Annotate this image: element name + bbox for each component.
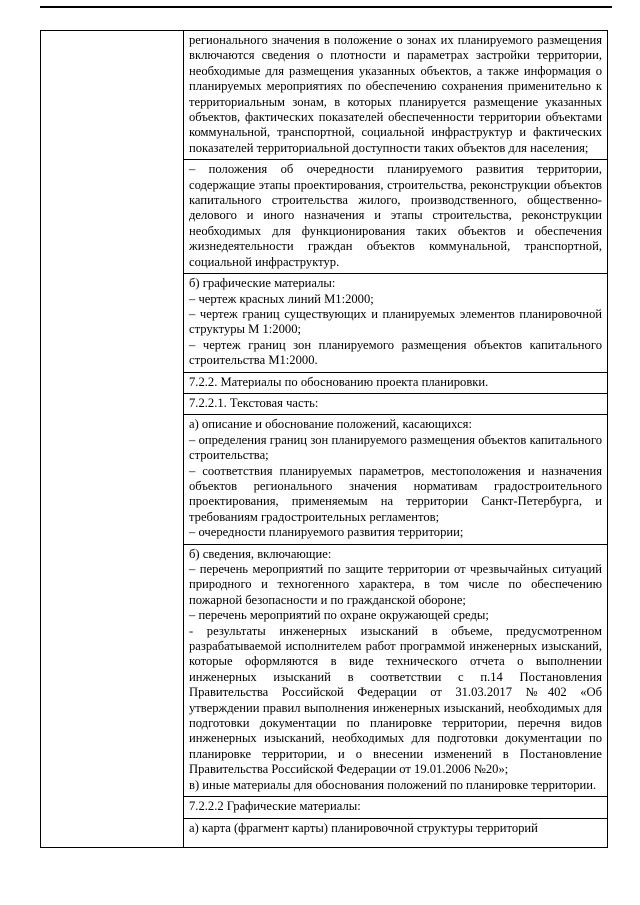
content-column	[183, 30, 608, 848]
paragraph: – определения границ зон планируемого размещения объектов капитального строительства;	[189, 432, 602, 463]
paragraph: – чертеж красных линий М1:2000;	[189, 291, 374, 306]
paragraph: – перечень мероприятий по защите территории от чрезвычайных ситуаций природного и техногенного характера, в том числе по обеспечению пожарной безопасности и по гражданской обороне;	[189, 562, 602, 607]
paragraph: – чертеж границ зон планируемого размещения объектов капитального строительства М1:2000.	[189, 337, 602, 368]
paragraph: – очередности планируемого развития территории;	[189, 525, 464, 540]
paragraph: а) описание и обоснование положений, касающихся:	[189, 417, 472, 432]
cell-section-7-2-2-2	[184, 797, 607, 818]
paragraph: регионального значения в положение о зонах их планируемого размещения включаются сведения о плотности и параметрах застройки территории, необходимые для размещения указанных объектов, а также информация о планируемых мероприятиях по обеспечению сохранения применительно к территориальным зонам, в которых планируется размещение указанных объектов, фактических показателей обеспеченности территории объектами коммунальной, транспортной, социальной инфраструктур и фактических показателей территориальной доступности таких объектов для населения;	[189, 33, 602, 155]
cell-map-item	[184, 819, 607, 839]
cell-graphic-materials	[184, 274, 607, 372]
paragraph: – положения об очередности планируемого развития территории, содержащие этапы проектирования, строительства, реконструкции объектов капитального строительства жилого, производственного, общественно-делового и иного назначения и этапы строительства, реконструкции необходимых для функционирования таких объектов и обеспечения жизнедеятельности граждан объектов коммунальной, транспортной, социальной инфраструктур.	[189, 162, 602, 269]
cell-description	[184, 415, 607, 544]
paragraph: – перечень мероприятий по охране окружающей среды;	[189, 608, 489, 623]
left-column	[40, 30, 184, 848]
paragraph: а) карта (фрагмент карты) планировочной структуры территорий	[189, 820, 538, 835]
top-rule	[40, 6, 612, 8]
paragraph: - результаты инженерных изысканий в объеме, предусмотренном разрабатываемой исполнителем работ программой инженерных изысканий, которые оформляются в виде технического отчета о выполнении инженерных изысканий в соответствии с п.14 Постановления Правительства Российской Федерации от 31.03.2017 №402 «Об утверждении правил выполнения инженерных изысканий, необходимых для подготовки документации по планировке территории, перечня видов инженерных изысканий, необходимых для подготовки документации по планировке территории, и о внесении изменений в Постановление Правительства Российской Федерации от 19.01.2006 №20»;	[189, 623, 602, 777]
cell-section-7-2-2	[184, 373, 607, 394]
section-heading: 7.2.2. Материалы по обоснованию проекта планировки.	[189, 374, 489, 389]
section-heading: 7.2.2.1. Текстовая часть:	[189, 395, 319, 410]
cell-zone-placement	[184, 31, 607, 160]
paragraph: б) сведения, включающие:	[189, 546, 332, 561]
section-heading: 7.2.2.2 Графические материалы:	[189, 799, 361, 814]
cell-information	[184, 545, 607, 798]
paragraph: – чертеж границ существующих и планируемых элементов планировочной структуры М 1:2000;	[189, 306, 602, 337]
paragraph: – соответствия планируемых параметров, местоположения и назначения объектов регионального значения нормативам градостроительного проектирования, применяемым на территории Санкт-Петербурга, и требованиям градостроительных регламентов;	[189, 463, 602, 524]
cell-development-order	[184, 160, 607, 274]
paragraph: б) графические материалы:	[189, 276, 336, 291]
paragraph: в) иные материалы для обоснования положений по планировке территории.	[189, 777, 597, 792]
cell-section-7-2-2-1	[184, 394, 607, 415]
